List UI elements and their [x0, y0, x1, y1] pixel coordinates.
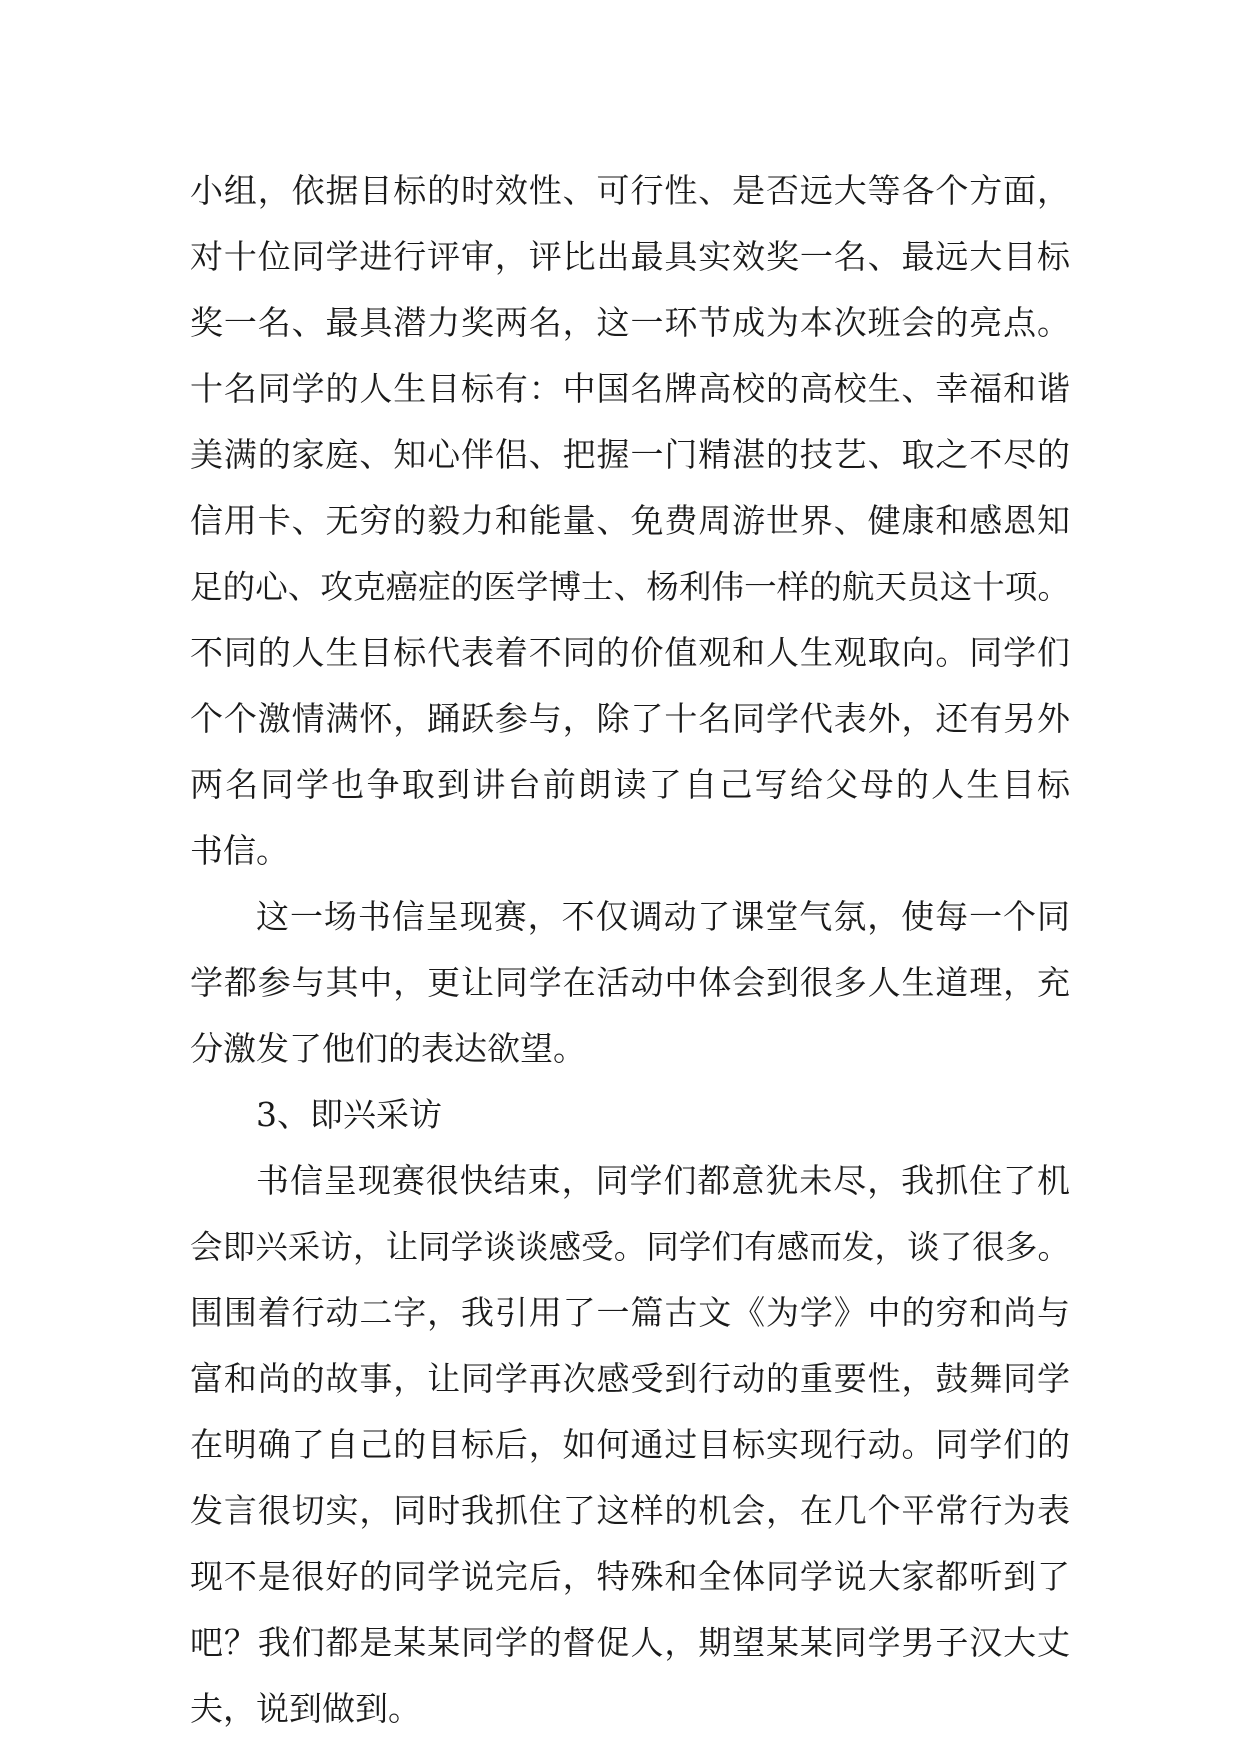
- text-line: 会即兴采访，让同学谈谈感受。同学们有感而发，谈了很多。: [190, 1228, 1070, 1266]
- text-line: 学都参与其中，更让同学在活动中体会到很多人生道理，充: [190, 963, 1070, 1002]
- text-line: 富和尚的故事，让同学再次感受到行动的重要性，鼓舞同学: [190, 1359, 1070, 1398]
- text-line: 发言很切实，同时我抓住了这样的机会，在几个平常行为表: [190, 1491, 1070, 1530]
- text-line: 现不是很好的同学说完后，特殊和全体同学说大家都听到了: [190, 1557, 1070, 1596]
- text-line: 奖一名、最具潜力奖两名，这一环节成为本次班会的亮点。: [190, 303, 1070, 342]
- text-line: 分激发了他们的表达欲望。: [190, 1029, 586, 1068]
- text-line: 足的心、攻克癌症的医学博士、杨利伟一样的航天员这十项。: [190, 568, 1070, 606]
- text-line: 小组，依据目标的时效性、可行性、是否远大等各个方面，: [190, 171, 1070, 210]
- text-line: 不同的人生目标代表着不同的价值观和人生观取向。同学们: [190, 633, 1070, 672]
- text-line: 这一场书信呈现赛，不仅调动了课堂气氛，使每一个同: [256, 897, 1070, 936]
- text-line: 吧？我们都是某某同学的督促人，期望某某同学男子汉大丈: [190, 1623, 1070, 1662]
- section-heading: 3、即兴采访: [256, 1095, 442, 1134]
- text-line: 书信。: [190, 831, 289, 870]
- text-line: 夫，说到做到。: [190, 1689, 421, 1728]
- text-line: 在明确了自己的目标后，如何通过目标实现行动。同学们的: [190, 1425, 1070, 1464]
- text-line: 书信呈现赛很快结束，同学们都意犹未尽，我抓住了机: [256, 1161, 1070, 1200]
- body-text: [190, 158, 1070, 1742]
- text-line: 十名同学的人生目标有：中国名牌高校的高校生、幸福和谐: [190, 369, 1070, 408]
- text-line: 美满的家庭、知心伴侣、把握一门精湛的技艺、取之不尽的: [190, 435, 1070, 474]
- text-line: 个个激情满怀，踊跃参与，除了十名同学代表外，还有另外: [190, 699, 1070, 738]
- text-line: 两名同学也争取到讲台前朗读了自己写给父母的人生目标: [190, 765, 1070, 804]
- text-line: 围围着行动二字，我引用了一篇古文《为学》中的穷和尚与: [190, 1293, 1070, 1332]
- text-line: 信用卡、无穷的毅力和能量、免费周游世界、健康和感恩知: [190, 501, 1070, 540]
- text-line: 对十位同学进行评审，评比出最具实效奖一名、最远大目标: [190, 237, 1070, 276]
